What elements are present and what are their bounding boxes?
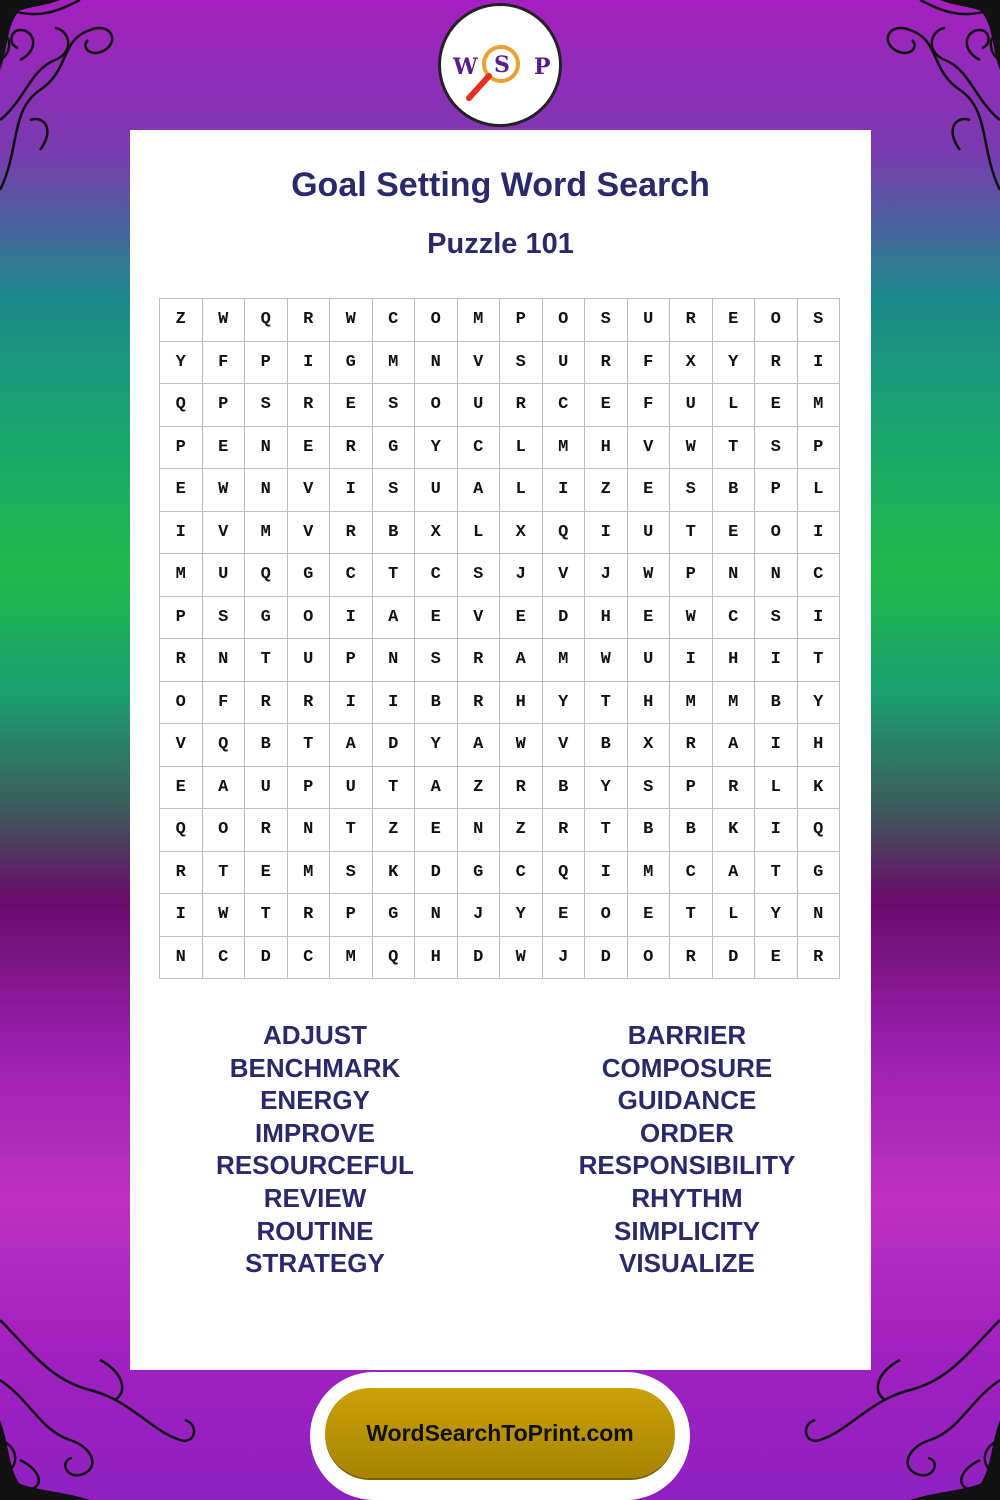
logo-letter-s: S	[494, 52, 510, 78]
grid-cell[interactable]: I	[372, 681, 415, 724]
grid-row	[160, 469, 840, 512]
grid-cell[interactable]: C	[415, 554, 458, 597]
grid-cell[interactable]: O	[542, 299, 585, 342]
letter-grid	[159, 298, 840, 979]
grid-cell[interactable]: Q	[542, 851, 585, 894]
grid-cell[interactable]: P	[245, 341, 288, 384]
grid-cell[interactable]: T	[585, 809, 628, 852]
grid-cell[interactable]: T	[245, 894, 288, 937]
grid-row	[160, 511, 840, 554]
grid-cell[interactable]: Y	[415, 724, 458, 767]
grid-cell[interactable]: E	[415, 809, 458, 852]
grid-cell[interactable]: P	[330, 894, 373, 937]
grid-cell[interactable]: G	[330, 341, 373, 384]
grid-cell[interactable]: K	[372, 851, 415, 894]
grid-cell[interactable]: G	[287, 554, 330, 597]
grid-cell[interactable]: S	[797, 299, 840, 342]
grid-cell[interactable]: N	[160, 936, 203, 979]
grid-cell[interactable]: T	[670, 894, 713, 937]
grid-cell[interactable]: H	[627, 681, 670, 724]
word-list-item: BENCHMARK	[229, 1052, 401, 1083]
word-list-item: RHYTHM	[631, 1182, 743, 1213]
grid-cell[interactable]: M	[330, 936, 373, 979]
grid-cell[interactable]: L	[500, 426, 543, 469]
grid-cell[interactable]: P	[330, 639, 373, 682]
grid-cell[interactable]: O	[627, 936, 670, 979]
grid-cell[interactable]: S	[245, 384, 288, 427]
word-list-item: VISUALIZE	[619, 1248, 755, 1279]
grid-cell[interactable]: Y	[415, 426, 458, 469]
grid-row	[160, 596, 840, 639]
grid-cell[interactable]: J	[457, 894, 500, 937]
grid-cell[interactable]: W	[670, 596, 713, 639]
grid-cell[interactable]: Q	[202, 724, 245, 767]
grid-cell[interactable]: M	[542, 426, 585, 469]
grid-cell[interactable]: R	[287, 681, 330, 724]
grid-cell[interactable]: O	[202, 809, 245, 852]
grid-cell[interactable]: S	[372, 384, 415, 427]
grid-cell[interactable]: T	[202, 851, 245, 894]
grid-cell[interactable]: P	[202, 384, 245, 427]
grid-cell[interactable]: N	[245, 469, 288, 512]
grid-cell[interactable]: T	[372, 766, 415, 809]
grid-cell[interactable]: M	[797, 384, 840, 427]
grid-cell[interactable]: G	[372, 894, 415, 937]
grid-cell[interactable]: E	[585, 384, 628, 427]
grid-cell[interactable]: A	[457, 724, 500, 767]
grid-cell[interactable]: W	[202, 469, 245, 512]
grid-cell[interactable]: E	[627, 894, 670, 937]
grid-cell[interactable]: I	[797, 596, 840, 639]
grid-cell[interactable]: U	[245, 766, 288, 809]
grid-cell[interactable]: M	[372, 341, 415, 384]
grid-cell[interactable]: Y	[712, 341, 755, 384]
grid-cell[interactable]: Q	[245, 299, 288, 342]
grid-cell[interactable]: U	[415, 469, 458, 512]
grid-cell[interactable]: L	[755, 766, 798, 809]
grid-cell[interactable]: N	[712, 554, 755, 597]
word-list-item: REVIEW	[263, 1182, 367, 1213]
grid-cell[interactable]: W	[627, 554, 670, 597]
grid-cell[interactable]: M	[712, 681, 755, 724]
grid-cell[interactable]: Q	[245, 554, 288, 597]
grid-cell[interactable]: X	[500, 511, 543, 554]
grid-cell[interactable]: B	[627, 809, 670, 852]
grid-cell[interactable]: N	[457, 809, 500, 852]
grid-cell[interactable]: Z	[457, 766, 500, 809]
grid-row	[160, 936, 840, 979]
grid-cell[interactable]: A	[372, 596, 415, 639]
grid-cell[interactable]: I	[542, 469, 585, 512]
grid-row	[160, 809, 840, 852]
grid-cell[interactable]: R	[330, 511, 373, 554]
grid-cell[interactable]: U	[330, 766, 373, 809]
grid-cell[interactable]: I	[330, 596, 373, 639]
grid-cell[interactable]: I	[585, 511, 628, 554]
grid-cell[interactable]: E	[627, 469, 670, 512]
puzzle-number: Puzzle 101	[427, 228, 574, 260]
grid-cell[interactable]: M	[245, 511, 288, 554]
grid-cell[interactable]: R	[245, 809, 288, 852]
grid-row	[160, 384, 840, 427]
grid-cell[interactable]: E	[755, 384, 798, 427]
grid-cell[interactable]: X	[415, 511, 458, 554]
grid-cell[interactable]: W	[202, 894, 245, 937]
grid-cell[interactable]: M	[627, 851, 670, 894]
grid-cell[interactable]: C	[457, 426, 500, 469]
grid-cell[interactable]: U	[542, 341, 585, 384]
grid-cell[interactable]: J	[542, 936, 585, 979]
grid-cell[interactable]: P	[287, 766, 330, 809]
grid-cell[interactable]: J	[585, 554, 628, 597]
grid-cell[interactable]: Y	[755, 894, 798, 937]
grid-cell[interactable]: S	[755, 426, 798, 469]
grid-cell[interactable]: C	[330, 554, 373, 597]
grid-cell[interactable]: T	[755, 851, 798, 894]
grid-cell[interactable]: D	[457, 936, 500, 979]
grid-cell[interactable]: F	[627, 341, 670, 384]
grid-cell[interactable]: V	[287, 469, 330, 512]
grid-row	[160, 766, 840, 809]
grid-cell[interactable]: Q	[372, 936, 415, 979]
grid-cell[interactable]: S	[627, 766, 670, 809]
grid-cell[interactable]: V	[542, 724, 585, 767]
grid-cell[interactable]: O	[287, 596, 330, 639]
grid-cell[interactable]: R	[670, 299, 713, 342]
grid-cell[interactable]: U	[287, 639, 330, 682]
grid-cell[interactable]: V	[627, 426, 670, 469]
grid-cell[interactable]: P	[797, 426, 840, 469]
grid-cell[interactable]: N	[245, 426, 288, 469]
grid-cell[interactable]: W	[500, 936, 543, 979]
grid-cell[interactable]: V	[457, 341, 500, 384]
grid-row	[160, 851, 840, 894]
grid-cell[interactable]: R	[712, 766, 755, 809]
grid-cell[interactable]: C	[542, 384, 585, 427]
grid-cell[interactable]: F	[202, 341, 245, 384]
grid-cell[interactable]: B	[670, 809, 713, 852]
grid-cell[interactable]: W	[500, 724, 543, 767]
word-list-item: ORDER	[640, 1117, 734, 1148]
grid-cell[interactable]: R	[670, 724, 713, 767]
grid-cell[interactable]: U	[627, 299, 670, 342]
word-list-right	[502, 1019, 872, 1280]
grid-cell[interactable]: U	[627, 511, 670, 554]
grid-cell[interactable]: U	[670, 384, 713, 427]
grid-cell[interactable]: E	[160, 766, 203, 809]
word-list-item: RESOURCEFUL	[216, 1150, 414, 1181]
grid-cell[interactable]: V	[457, 596, 500, 639]
grid-row	[160, 724, 840, 767]
grid-cell[interactable]: S	[585, 299, 628, 342]
grid-cell[interactable]: S	[415, 639, 458, 682]
grid-cell[interactable]: T	[670, 511, 713, 554]
logo-letter-w: W	[453, 54, 478, 80]
grid-cell[interactable]: C	[202, 936, 245, 979]
grid-cell[interactable]: I	[670, 639, 713, 682]
grid-cell[interactable]: F	[627, 384, 670, 427]
grid-cell[interactable]: E	[330, 384, 373, 427]
grid-cell[interactable]: C	[500, 851, 543, 894]
grid-cell[interactable]: P	[670, 766, 713, 809]
word-list-item: IMPROVE	[255, 1117, 375, 1148]
grid-cell[interactable]: V	[160, 724, 203, 767]
grid-cell[interactable]: S	[330, 851, 373, 894]
grid-cell[interactable]: D	[542, 596, 585, 639]
grid-cell[interactable]: W	[202, 299, 245, 342]
grid-row	[160, 681, 840, 724]
grid-cell[interactable]: I	[585, 851, 628, 894]
grid-cell[interactable]: Y	[585, 766, 628, 809]
grid-cell[interactable]: J	[500, 554, 543, 597]
word-list-item: COMPOSURE	[601, 1052, 773, 1083]
grid-cell[interactable]: S	[202, 596, 245, 639]
grid-cell[interactable]: U	[202, 554, 245, 597]
grid-cell[interactable]: I	[755, 809, 798, 852]
grid-cell[interactable]: V	[542, 554, 585, 597]
grid-cell[interactable]: X	[627, 724, 670, 767]
grid-cell[interactable]: Z	[372, 809, 415, 852]
grid-cell[interactable]: R	[287, 299, 330, 342]
grid-cell[interactable]: R	[330, 426, 373, 469]
grid-cell[interactable]: K	[797, 766, 840, 809]
grid-cell[interactable]: M	[287, 851, 330, 894]
grid-cell[interactable]: R	[542, 809, 585, 852]
grid-cell[interactable]: P	[670, 554, 713, 597]
grid-cell[interactable]: T	[330, 809, 373, 852]
grid-row	[160, 554, 840, 597]
grid-cell[interactable]: M	[457, 299, 500, 342]
grid-row	[160, 426, 840, 469]
grid-cell[interactable]: I	[755, 639, 798, 682]
grid-cell[interactable]: R	[457, 681, 500, 724]
page-title: Goal Setting Word Search	[291, 166, 710, 204]
grid-cell[interactable]: D	[712, 936, 755, 979]
grid-cell[interactable]: A	[712, 724, 755, 767]
grid-cell[interactable]: S	[670, 469, 713, 512]
grid-cell[interactable]: E	[755, 936, 798, 979]
site-link-button[interactable]: WordSearchToPrint.com	[325, 1388, 675, 1478]
grid-cell[interactable]: A	[712, 851, 755, 894]
grid-cell[interactable]: L	[797, 469, 840, 512]
grid-cell[interactable]: H	[797, 724, 840, 767]
grid-cell[interactable]: L	[712, 894, 755, 937]
grid-cell[interactable]: F	[202, 681, 245, 724]
grid-cell[interactable]: B	[585, 724, 628, 767]
word-list-item: RESPONSIBILITY	[578, 1150, 796, 1181]
grid-cell[interactable]: Y	[542, 681, 585, 724]
grid-cell[interactable]: H	[585, 596, 628, 639]
grid-cell[interactable]: R	[500, 384, 543, 427]
grid-cell[interactable]: Z	[500, 809, 543, 852]
grid-cell[interactable]: N	[415, 894, 458, 937]
word-list-item: BARRIER	[627, 1020, 747, 1050]
grid-cell[interactable]: R	[287, 894, 330, 937]
grid-cell[interactable]: P	[500, 299, 543, 342]
grid-cell[interactable]: H	[415, 936, 458, 979]
grid-cell[interactable]: R	[797, 936, 840, 979]
word-list-item: STRATEGY	[245, 1248, 385, 1279]
grid-cell[interactable]: Z	[160, 299, 203, 342]
grid-cell[interactable]: C	[712, 596, 755, 639]
grid-cell[interactable]: I	[330, 681, 373, 724]
word-list-item: ADJUST	[262, 1020, 367, 1050]
grid-cell[interactable]: D	[585, 936, 628, 979]
grid-cell[interactable]: O	[415, 299, 458, 342]
grid-cell[interactable]: C	[797, 554, 840, 597]
grid-cell[interactable]: R	[160, 639, 203, 682]
grid-cell[interactable]: Y	[160, 341, 203, 384]
grid-cell[interactable]: S	[457, 554, 500, 597]
grid-cell[interactable]: O	[755, 511, 798, 554]
grid-cell[interactable]: I	[797, 341, 840, 384]
word-list-left	[130, 1019, 500, 1280]
grid-cell[interactable]: K	[712, 809, 755, 852]
grid-cell[interactable]: I	[160, 894, 203, 937]
grid-cell[interactable]: A	[330, 724, 373, 767]
grid-cell[interactable]: I	[755, 724, 798, 767]
grid-cell[interactable]: Y	[797, 681, 840, 724]
grid-cell[interactable]: Z	[585, 469, 628, 512]
grid-row	[160, 299, 840, 342]
grid-cell[interactable]: E	[245, 851, 288, 894]
logo-letter-p: P	[534, 54, 551, 80]
grid-cell[interactable]: M	[670, 681, 713, 724]
grid-cell[interactable]: S	[500, 341, 543, 384]
grid-cell[interactable]: P	[755, 469, 798, 512]
grid-cell[interactable]: W	[670, 426, 713, 469]
grid-cell[interactable]: T	[797, 639, 840, 682]
grid-cell[interactable]: N	[415, 341, 458, 384]
grid-cell[interactable]: A	[415, 766, 458, 809]
grid-cell[interactable]: Q	[160, 809, 203, 852]
grid-cell[interactable]: C	[670, 851, 713, 894]
grid-cell[interactable]: T	[372, 554, 415, 597]
word-list-item: SIMPLICITY	[614, 1215, 760, 1246]
grid-cell[interactable]: U	[457, 384, 500, 427]
grid-cell[interactable]: L	[457, 511, 500, 554]
word-list-item: ROUTINE	[256, 1215, 374, 1246]
grid-cell[interactable]: D	[372, 724, 415, 767]
grid-cell[interactable]: S	[755, 596, 798, 639]
grid-cell[interactable]: Q	[542, 511, 585, 554]
grid-cell[interactable]: A	[500, 639, 543, 682]
grid-cell[interactable]: B	[415, 681, 458, 724]
grid-cell[interactable]: E	[287, 426, 330, 469]
word-list-item: ENERGY	[260, 1085, 370, 1116]
grid-cell[interactable]: T	[287, 724, 330, 767]
grid-cell[interactable]: Y	[500, 894, 543, 937]
grid-cell[interactable]: N	[797, 894, 840, 937]
grid-cell[interactable]: I	[287, 341, 330, 384]
grid-cell[interactable]: I	[330, 469, 373, 512]
grid-cell[interactable]: R	[287, 384, 330, 427]
grid-cell[interactable]: R	[670, 936, 713, 979]
grid-cell[interactable]: Q	[160, 384, 203, 427]
grid-cell[interactable]: R	[245, 681, 288, 724]
grid-cell[interactable]: P	[160, 426, 203, 469]
grid-cell[interactable]: N	[372, 639, 415, 682]
grid-cell[interactable]: X	[670, 341, 713, 384]
grid-cell[interactable]: I	[797, 511, 840, 554]
grid-cell[interactable]: P	[160, 596, 203, 639]
grid-cell[interactable]: G	[457, 851, 500, 894]
grid-cell[interactable]: L	[712, 384, 755, 427]
site-logo[interactable]	[438, 3, 562, 127]
grid-row	[160, 639, 840, 682]
grid-cell[interactable]: E	[415, 596, 458, 639]
grid-cell[interactable]: T	[712, 426, 755, 469]
grid-cell[interactable]: E	[500, 596, 543, 639]
puzzle-panel	[130, 130, 871, 1370]
grid-cell[interactable]: Q	[797, 809, 840, 852]
grid-cell[interactable]: H	[500, 681, 543, 724]
grid-cell[interactable]: R	[160, 851, 203, 894]
grid-cell[interactable]: B	[372, 511, 415, 554]
grid-cell[interactable]: E	[712, 299, 755, 342]
grid-cell[interactable]: E	[202, 426, 245, 469]
grid-cell[interactable]: W	[330, 299, 373, 342]
grid-cell[interactable]: D	[415, 851, 458, 894]
grid-cell[interactable]: R	[755, 341, 798, 384]
grid-cell[interactable]: B	[542, 766, 585, 809]
grid-cell[interactable]: D	[245, 936, 288, 979]
grid-cell[interactable]: M	[542, 639, 585, 682]
grid-cell[interactable]: L	[500, 469, 543, 512]
grid-cell[interactable]: N	[755, 554, 798, 597]
grid-cell[interactable]: V	[202, 511, 245, 554]
grid-cell[interactable]: O	[160, 681, 203, 724]
grid-cell[interactable]: S	[372, 469, 415, 512]
grid-cell[interactable]: T	[245, 639, 288, 682]
grid-cell[interactable]: C	[372, 299, 415, 342]
grid-cell[interactable]: G	[797, 851, 840, 894]
word-list-item: GUIDANCE	[617, 1085, 757, 1116]
grid-cell[interactable]: A	[457, 469, 500, 512]
grid-cell[interactable]: R	[585, 341, 628, 384]
grid-cell[interactable]: E	[160, 469, 203, 512]
grid-cell[interactable]: B	[712, 469, 755, 512]
grid-cell[interactable]: R	[457, 639, 500, 682]
grid-cell[interactable]: W	[585, 639, 628, 682]
grid-cell[interactable]: B	[755, 681, 798, 724]
grid-row	[160, 894, 840, 937]
grid-cell[interactable]: O	[415, 384, 458, 427]
grid-cell[interactable]: G	[372, 426, 415, 469]
grid-cell[interactable]: N	[287, 809, 330, 852]
grid-cell[interactable]: T	[585, 681, 628, 724]
grid-cell[interactable]: I	[160, 511, 203, 554]
grid-row	[160, 341, 840, 384]
grid-cell[interactable]: M	[160, 554, 203, 597]
grid-cell[interactable]: N	[202, 639, 245, 682]
grid-cell[interactable]: V	[287, 511, 330, 554]
grid-cell[interactable]: C	[287, 936, 330, 979]
grid-cell[interactable]: A	[202, 766, 245, 809]
grid-cell[interactable]: G	[245, 596, 288, 639]
grid-cell[interactable]: O	[585, 894, 628, 937]
grid-cell[interactable]: H	[585, 426, 628, 469]
grid-cell[interactable]: E	[627, 596, 670, 639]
grid-cell[interactable]: B	[245, 724, 288, 767]
grid-cell[interactable]: U	[627, 639, 670, 682]
grid-cell[interactable]: O	[755, 299, 798, 342]
grid-cell[interactable]: R	[500, 766, 543, 809]
grid-cell[interactable]: H	[712, 639, 755, 682]
grid-cell[interactable]: E	[712, 511, 755, 554]
grid-cell[interactable]: E	[542, 894, 585, 937]
